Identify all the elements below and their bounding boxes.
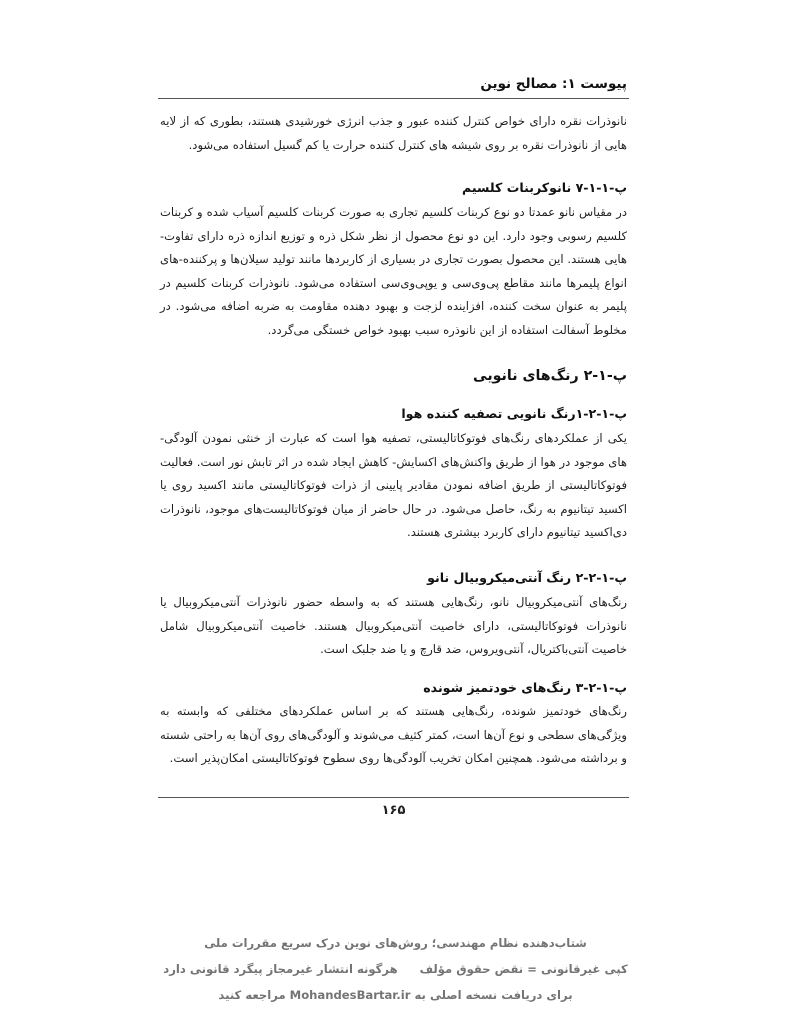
section-heading-calcium: پ-۱-۱-۷ نانوکربنات کلسیم [462, 180, 627, 195]
paragraph-calcium: در مقیاس نانو عمدتا دو نوع کربنات کلسیم تجاری به صورت کربنات کلسیم آسیاب شده و کربنات کلسیم رسوبی وجود دارد. این دو نوع محصول از نظر شکل ذره و توزیع اندازه ذره دارای تفاوت-هایی هستند. این محصول بصورت تجاری در بسیاری از کاربردها مانند تولید سیلان‌ها و پرکننده-های انواع پلیمرها مانند مقاطع پی‌وی‌سی و یوپی‌وی‌سی استفاده می‌شود. نانوذرات کربنات کلسیم در پلیمر به عنوان سخت کننده، افزاینده لزجت و بهبود دهنده مقاومت به ضربه اضافه می‌شود. در مخلوط آسفالت استفاده از این نانوذره سبب بهبود خواص خستگی می‌گردد. [160, 205, 627, 337]
section-heading-air-purifying: پ-۱-۲-۱رنگ نانویی تصفیه کننده هوا [401, 406, 627, 421]
paragraph-self-cleaning: رنگ‌های خودتمیز شونده، رنگ‌هایی هستند که بر اساس عملکردهای مختلفی که وابسته به ویژگی‌های سطحی و نوع آن‌ها است، کمتر کثیف می‌شوند و آلودگی‌های روی آن‌ها به راحتی شسته و برداشته می‌شود. همچنین امکان تخریب آلودگی‌ها روی سطوح فوتوکاتالیستی امکان‌پذیر است. [160, 704, 627, 765]
self-cleaning-block [160, 700, 627, 771]
intro-block [160, 110, 627, 157]
antimicrobial-block [160, 591, 627, 662]
section-heading-antimicrobial: پ-۱-۲-۲ رنگ آنتی‌میکروبیال نانو [427, 570, 627, 585]
watermark-line-3: برای دریافت نسخه اصلی به MohandesBartar.ir مراجعه کنید [218, 988, 573, 1002]
section-heading-self-cleaning: پ-۱-۲-۳ رنگ‌های خودتمیز شونده [423, 680, 627, 695]
watermark-copyright-text: کپی غیرقانونی = نقض حقوق مؤلف [419, 962, 628, 976]
antimicrobial-heading-block [160, 567, 627, 589]
nano-paints-heading-block [160, 364, 627, 388]
watermark-line-2 [150, 956, 641, 982]
calcium-block [160, 201, 627, 342]
watermark-prosecution-text: هرگونه انتشار غیرمجاز پیگرد قانونی دارد [163, 962, 398, 976]
header-rule [158, 98, 629, 99]
paragraph-air-purifying: یکی از عملکردهای رنگ‌های فوتوکاتالیستی، تصفیه هوا است که عبارت از خنثی نمودن آلودگی-های موجود در هوا از طریق واکنش‌های اکسایش- کاهش ایجاد شده در اثر تابش نور است. فعالیت فوتوکاتالیستی از طریق اضافه نمودن مقادیر پایینی از ذرات فوتوکاتالیستی مانند اکسید روی یا اکسید تیتانیوم به رنگ، حاصل می‌شود. در حال حاضر از میان فوتوکاتالیست‌های موجود، نانوذرات دی‌اکسید تیتانیوم دارای کاربرد بیشتری هستند. [160, 431, 627, 539]
air-heading-block [160, 403, 627, 425]
section-heading-nano-paints: پ-۱-۲ رنگ‌های نانویی [472, 368, 627, 384]
calcium-heading-block [160, 177, 627, 199]
intro-paragraph: نانوذرات نقره دارای خواص کنترل کننده عبور و جذب انرژی خورشیدی هستند، بطوری که از لایه هایی از نانوذرات نقره بر روی شیشه های کنترل کننده حرارت یا کم گسیل استفاده می‌شود. [160, 114, 627, 152]
paragraph-antimicrobial: رنگ‌های آنتی‌میکروبیال نانو، رنگ‌هایی هستند که به واسطه حضور نانوذرات آنتی‌میکروبیال یا نانوذرات فوتوکاتالیستی، دارای خاصیت آنتی‌میکروبیال هستند. خاصیت آنتی‌میکروبیال شامل خاصیت آنتی‌باکتریال، آنتی‌ویروس، ضد قارچ و یا ضد جلبک است. [160, 595, 627, 656]
page-number: ۱۶۵ [381, 803, 406, 818]
watermark-notice [150, 930, 641, 1008]
running-head: پیوست ۱: مصالح نوین [480, 76, 627, 92]
self-cleaning-heading-block [160, 677, 627, 699]
footer-rule [158, 797, 629, 798]
air-block [160, 427, 627, 545]
watermark-line-1: شتاب‌دهنده نظام مهندسی؛ روش‌های نوین درک سریع مقررات ملی [204, 936, 587, 950]
